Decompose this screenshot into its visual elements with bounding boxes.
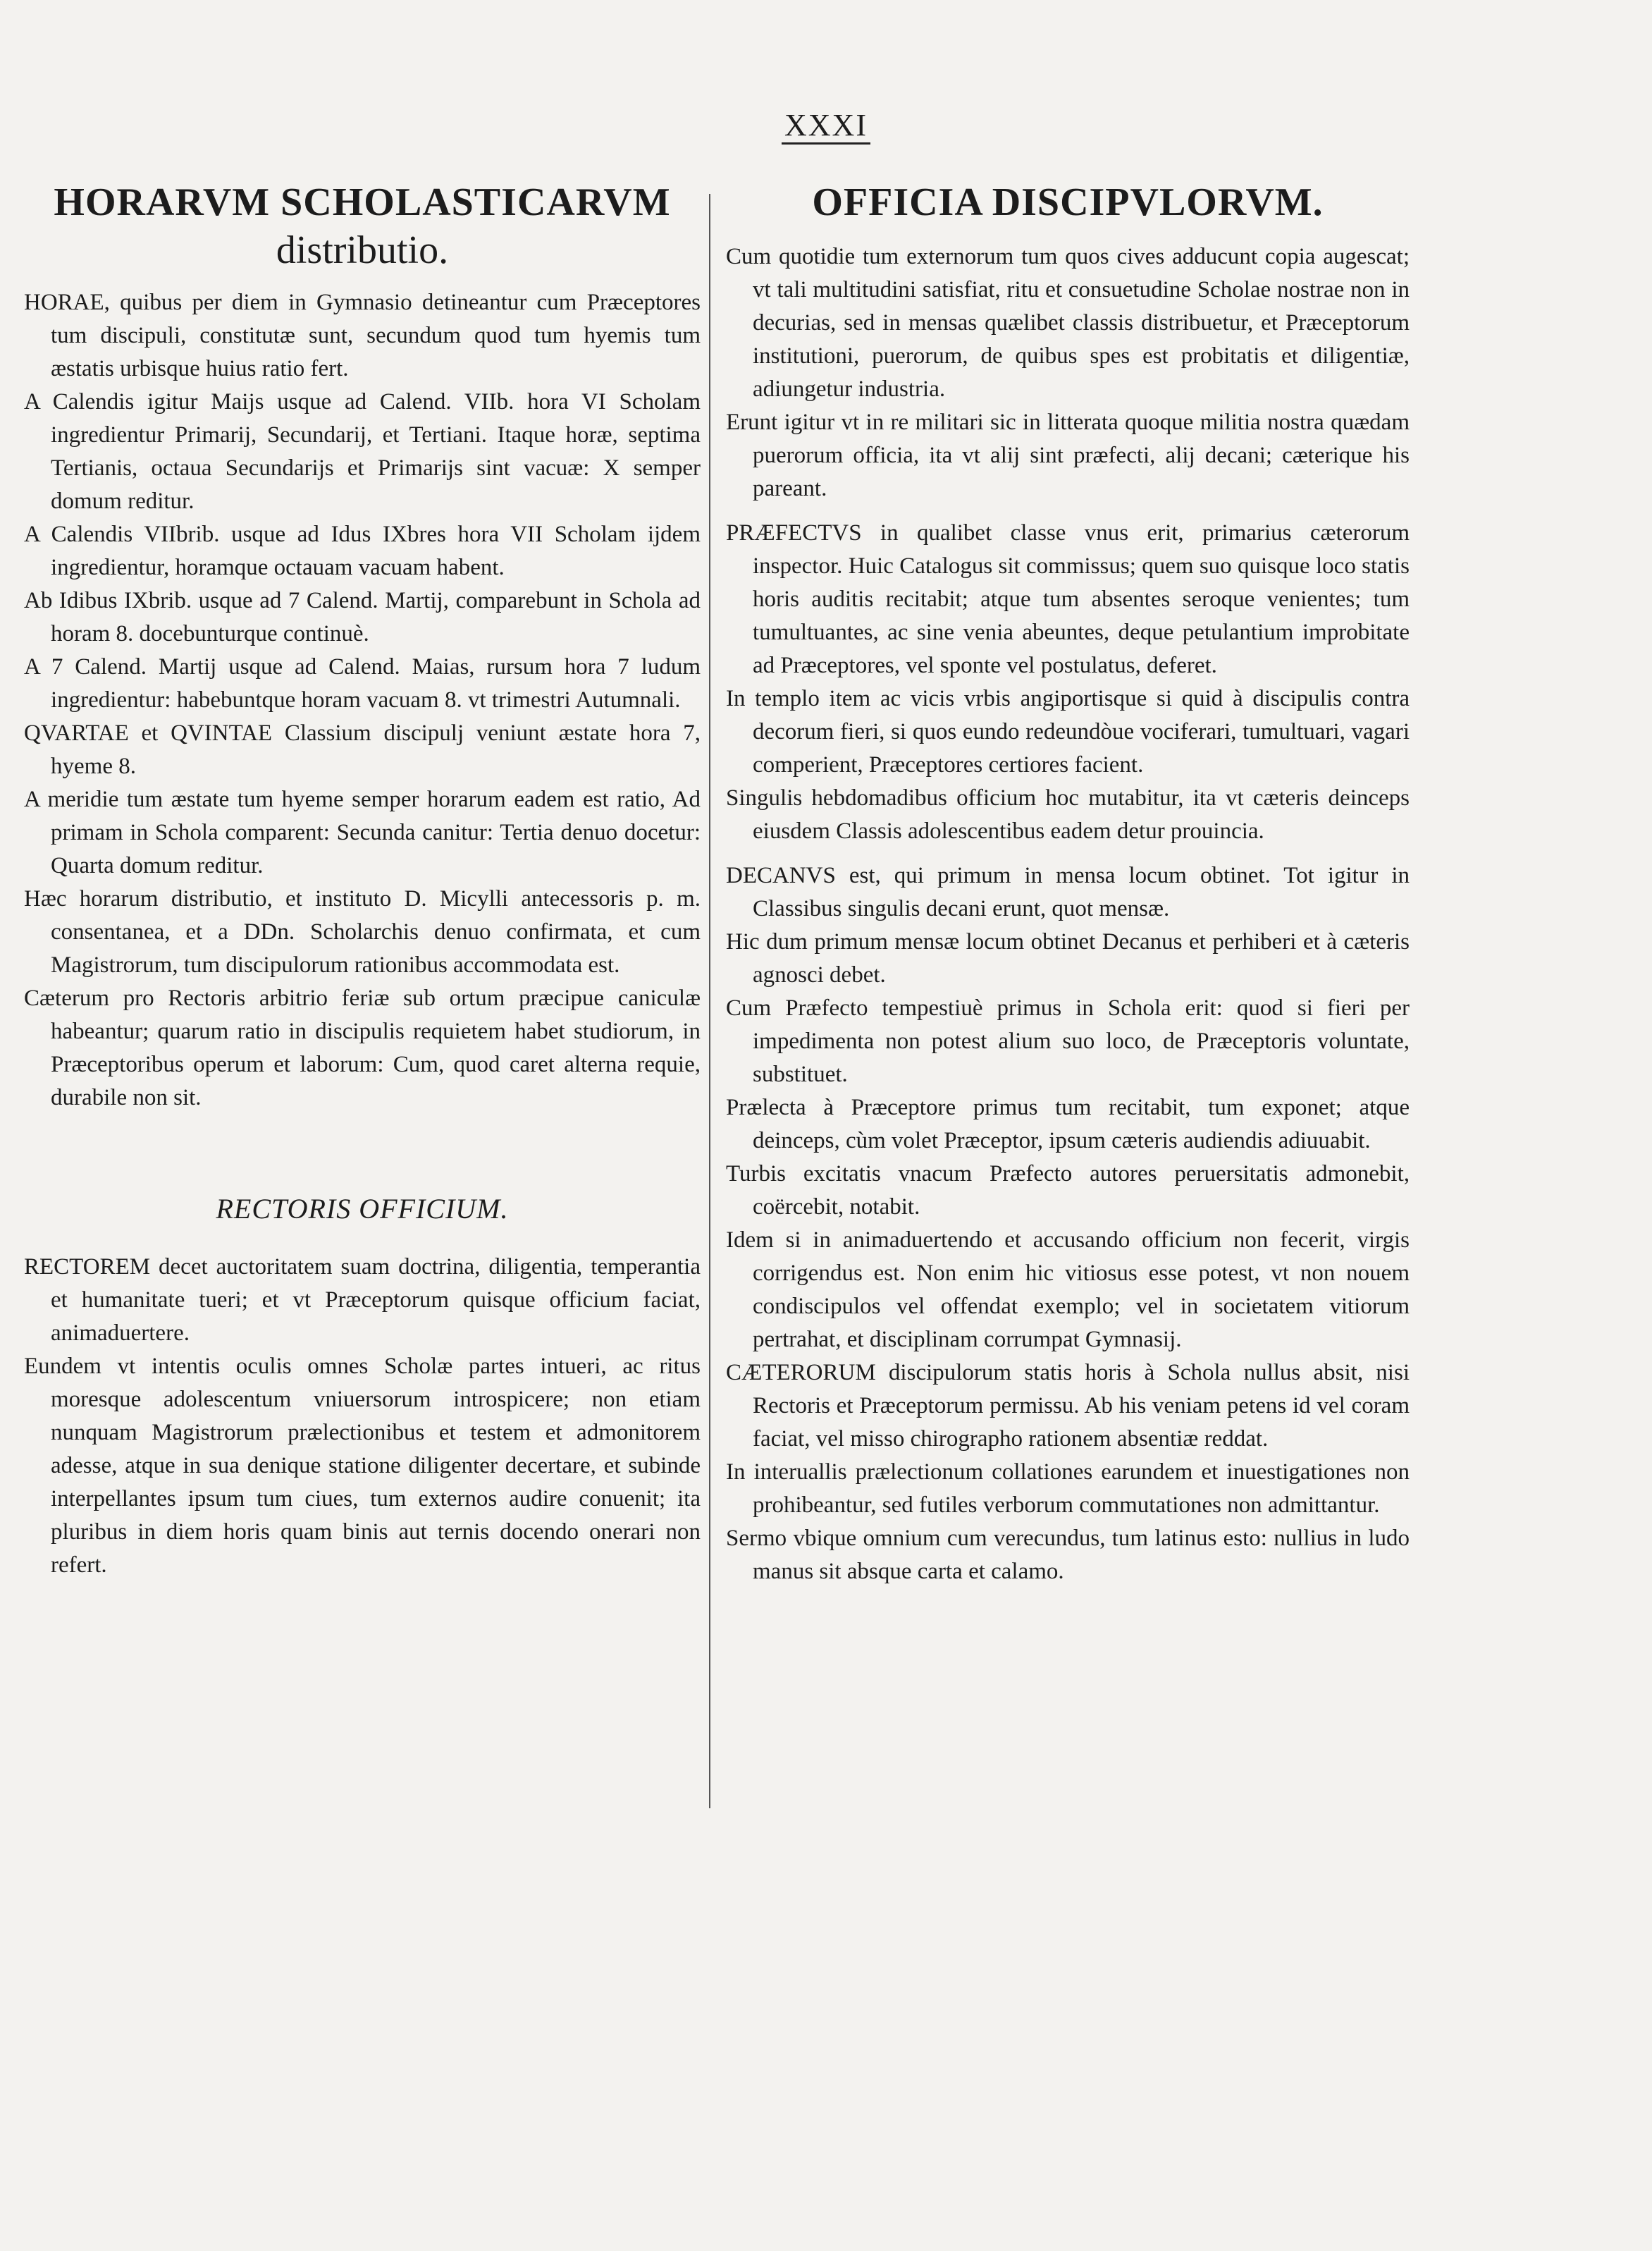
paragraph: Cæterum pro Rectoris arbitrio feriæ sub ortum præcipue caniculæ habeantur; quarum ratio in discipulis requietem habet studiorum, in Præceptoribus operum et laborum: Cum, quod caret alterna requie, durabile non sit. (24, 985, 701, 1110)
paragraph: Erunt igitur vt in re militari sic in litterata quoque militia nostra quædam puerorum officia, ita vt alij sint præfecti, alij decani; cæterique his pareant. (726, 410, 1410, 502)
paragraph: Idem si in animaduertendo et accusando officium non fecerit, virgis corrigendus est. Non enim hic vitiosus esse potest, vt non nouem condiscipulos vel offendat exemplo; vel in societatem vitiorum pertrahat, et disciplinam corrumpat Gymnasij. (726, 1227, 1410, 1353)
paragraph: Hæc horarum distributio, et instituto D. Micylli antecessoris p. m. consentanea, et a DDn. Scholarchis denuo confirmata, et cum Magistrorum, tum discipulorum rationibus accommodata est. (24, 885, 701, 978)
paragraph: Turbis excitatis vnacum Præfecto autores peruersitatis admonebit, coërcebit, notabit. (726, 1161, 1410, 1220)
paragraph: HORAE, quibus per diem in Gymnasio detineantur cum Præceptores tum discipuli, constitutæ sunt, secundum quod tum hyemis tum æstatis urbisque huius ratio fert. (24, 289, 701, 381)
paragraph: Ab Idibus IXbrib. usque ad 7 Calend. Martij, comparebunt in Schola ad horam 8. docebunturque continuè. (24, 587, 701, 646)
paragraph: DECANVS est, qui primum in mensa locum obtinet. Tot igitur in Classibus singulis decani erunt, quot mensæ. (726, 863, 1410, 922)
paragraph: QVARTAE et QVINTAE Classium discipulj veniunt æstate hora 7, hyeme 8. (24, 720, 701, 779)
paragraph: RECTOREM decet auctoritatem suam doctrina, diligentia, temperantia et humanitate tueri; et vt Præceptorum quisque officium faciat, animaduertere. (24, 1253, 701, 1346)
paragraph: A Calendis VIIbrib. usque ad Idus IXbres hora VII Scholam ijdem ingredientur, horamque octauam vacuam habent. (24, 521, 701, 580)
paragraph: A Calendis igitur Maijs usque ad Calend. VIIb. hora VI Scholam ingredientur Primarij, Secundarij, et Tertiani. Itaque horæ, septima Tertianis, octaua Secundarijs et Primarijs sint vacuæ: X semper domum reditur. (24, 388, 701, 514)
paragraph: Eundem vt intentis oculis omnes Scholæ partes intueri, ac ritus moresque adolescentum vniuersorum introspicere; non etiam nunquam Magistrorum prælectionibus et testem et admonitorem adesse, atque in sua denique statione diligenter decertare, et subinde interpellantes ipsum tum ciues, tum externos audire conuenit; ita pluribus in diem horis quam binis aut ternis docendo onerari non refert. (24, 1353, 701, 1578)
column-divider (709, 194, 710, 1808)
left-title: HORARVM SCHOLASTICARVM (54, 180, 671, 224)
paragraph: Cum quotidie tum externorum tum quos cives adducunt copia augescat; vt tali multitudini satisfiat, ritu et consuetudine Scholae nostrae non in decurias, sed in mensas quælibet classis distribuetur, et Præceptorum institutioni, puerorum, de quibus spes est probitatis et diligentiæ, adiungetur industria. (726, 244, 1410, 403)
paragraph: Singulis hebdomadibus officium hoc mutabitur, ita vt cæteris deinceps eiusdem Classis adolescentibus eadem detur prouincia. (726, 785, 1410, 845)
paragraph: In templo item ac vicis vrbis angiportisque si quid à discipulis contra decorum fieri, si quos eundo redeundòue vociferari, tumultuari, vagari comperient, Præceptores certiores facient. (726, 686, 1410, 778)
paragraph: A meridie tum æstate tum hyeme semper horarum eadem est ratio, Ad primam in Schola comparent: Secunda canitur: Tertia denuo docetur: Quarta domum reditur. (24, 786, 701, 878)
paragraph: Hic dum primum mensæ locum obtinet Decanus et perhiberi et à cæteris agnosci debet. (726, 929, 1410, 988)
right-column (726, 180, 1410, 1588)
page-number: XXXI (0, 107, 1652, 143)
paragraph: A 7 Calend. Martij usque ad Calend. Maias, rursum hora 7 ludum ingredientur: habebuntque horam vacuam 8. vt trimestri Autumnali. (24, 654, 701, 713)
section-title: RECTORIS OFFICIUM. (216, 1192, 509, 1225)
paragraph: Prælecta à Præceptore primus tum recitabit, tum exponet; atque deinceps, cùm volet Præceptor, ipsum cæteris audiendis adiuuabit. (726, 1095, 1410, 1154)
paragraph: Cum Præfecto tempestiuè primus in Schola erit: quod si fieri per impedimenta non potest alium suo loco, de Præceptoris voluntate, substituet. (726, 995, 1410, 1088)
left-subtitle: distributio. (276, 228, 449, 273)
paragraph: CÆTERORUM discipulorum statis horis à Schola nullus absit, nisi Rectoris et Præceptorum permissu. Ab his veniam petens id vel coram faciat, vel misso chirographo rationem absentiæ reddat. (726, 1360, 1410, 1452)
paragraph: PRÆFECTVS in qualibet classe vnus erit, primarius cæterorum inspector. Huic Catalogus sit commissus; quem suo quisque loco statis horis auditis recitabit; atque tum absentes seroque venientes; tum tumultuantes, ac sine venia abeuntes, deque petulantium improbitate ad Præceptores, vel sponte vel postulatus, deferet. (726, 520, 1410, 679)
left-column (24, 180, 701, 1582)
right-title: OFFICIA DISCIPVLORVM. (812, 180, 1324, 224)
paragraph: In interuallis prælectionum collationes earundem et inuestigationes non prohibeantur, sed futiles verborum commutationes non admittantur. (726, 1459, 1410, 1519)
paragraph: Sermo vbique omnium cum verecundus, tum latinus esto: nullius in ludo manus sit absque carta et calamo. (726, 1526, 1410, 1585)
